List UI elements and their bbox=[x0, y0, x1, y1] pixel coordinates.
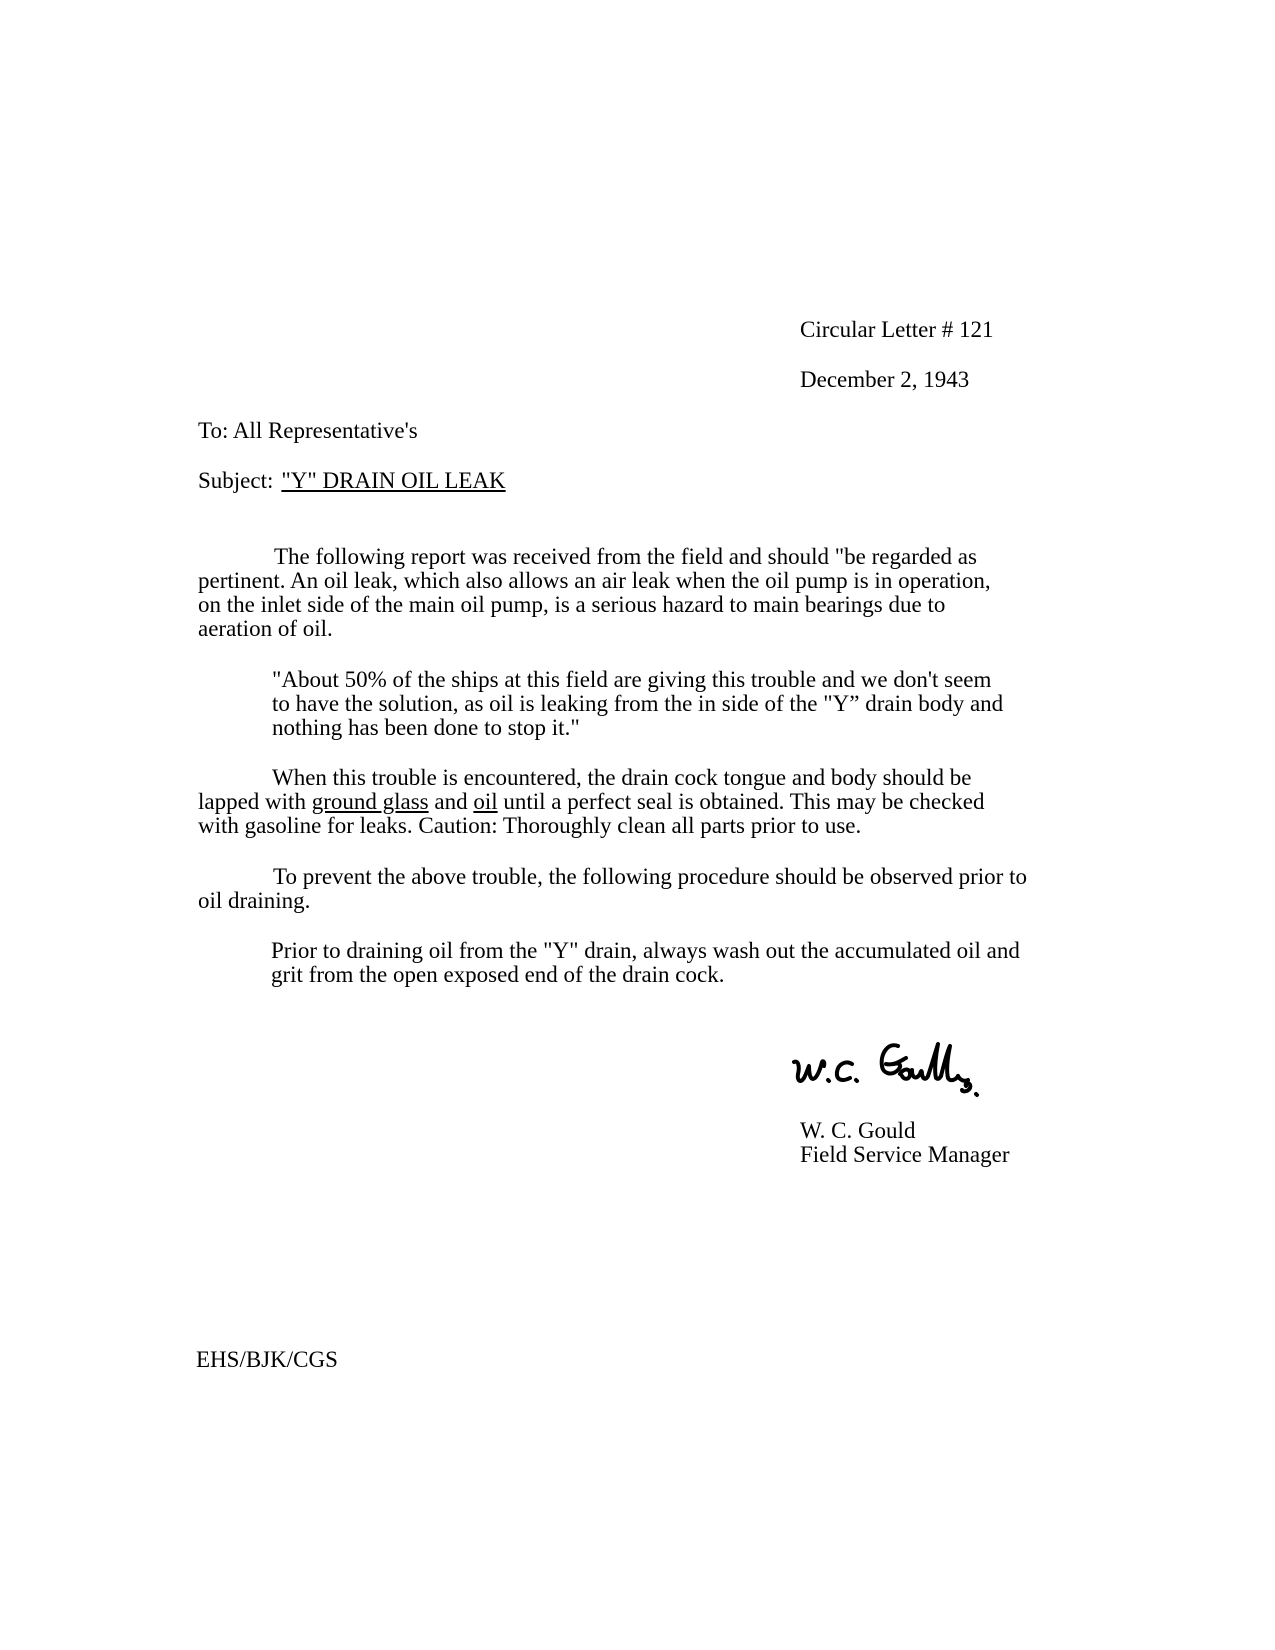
body-paragraph-2-text-a: When this trouble is encountered, the drain cock tongue and body should be lapped with bbox=[198, 765, 972, 814]
field-report-quote: "About 50% of the ships at this field are giving this trouble and we don't seem to have the solution, as oil is leaking from the in side of the "Y” drain body and nothing has been done to stop it." bbox=[272, 667, 1004, 740]
letter-date: December 2, 1943 bbox=[800, 367, 970, 392]
procedure-paragraph: Prior to draining oil from the "Y" drain, always wash out the accumulated oil and grit from the open exposed end of the drain cock. bbox=[271, 938, 1020, 987]
body-paragraph-1-text: The following report was received from the field and should "be regarded as pertinent. An oil leak, which also allows an air leak when the oil pump is in operation, on the inlet side of the main oil pump, is a serious hazard to main bearings due to aeration of oil. bbox=[198, 544, 991, 641]
subject-text: "Y" DRAIN OIL LEAK bbox=[281, 468, 506, 493]
handwritten-signature bbox=[788, 1040, 1008, 1100]
subject-label: Subject: bbox=[198, 468, 274, 493]
recipient-line: To: All Representative's bbox=[198, 418, 418, 443]
body-paragraph-2-text-b: and bbox=[428, 789, 474, 814]
typist-initials: EHS/BJK/CGS bbox=[196, 1347, 338, 1372]
signatory-name: W. C. Gould bbox=[800, 1118, 916, 1143]
body-paragraph-3 bbox=[198, 865, 1038, 913]
body-paragraph-2 bbox=[198, 766, 1018, 838]
underlined-oil: oil bbox=[473, 789, 498, 814]
signatory-title: Field Service Manager bbox=[800, 1142, 1010, 1167]
body-paragraph-2-text-c: until a perfect seal is obtained. This may be checked with gasoline for leaks. Caution: Thoroughly clean all parts prior to use. bbox=[198, 789, 985, 838]
circular-letter-number: Circular Letter # 121 bbox=[800, 317, 994, 342]
subject-line bbox=[198, 469, 506, 493]
underlined-ground-glass: ground glass bbox=[311, 789, 429, 814]
body-paragraph-1 bbox=[198, 545, 1018, 641]
body-paragraph-3-text: To prevent the above trouble, the following procedure should be observed prior to oil draining. bbox=[198, 864, 1027, 913]
